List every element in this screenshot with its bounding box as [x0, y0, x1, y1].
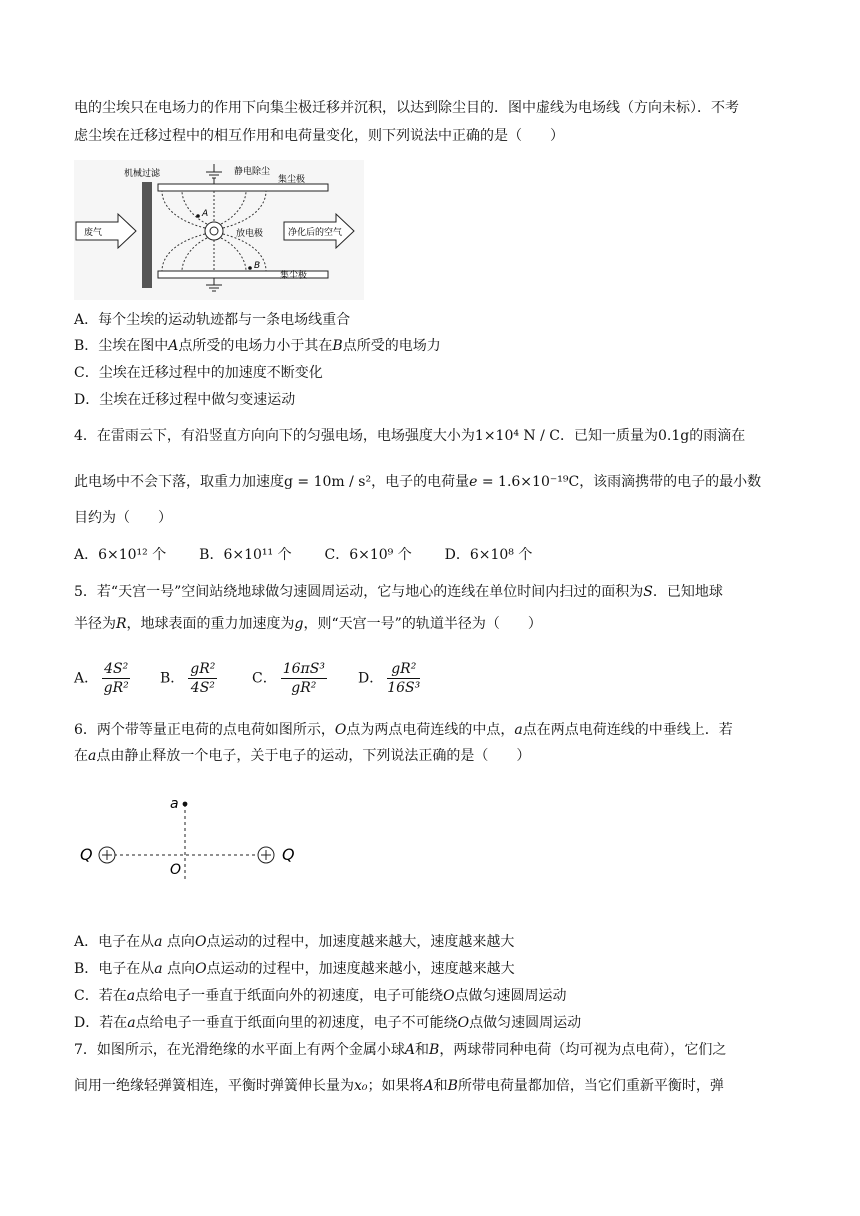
q6-a-t3: 点运动的过程中，加速度越来越大，速度越来越大	[206, 934, 515, 950]
q6-c-opt: O	[443, 988, 455, 1004]
q5-b-label: B．	[160, 670, 185, 687]
q4-option-c: C．6×10⁹ 个	[324, 547, 412, 563]
q6-b-t3: 点运动的过程中，加速度越来越小，速度越来越大	[206, 961, 515, 977]
point-a-label: A	[202, 209, 209, 219]
q6-b-t2: 点向	[162, 961, 196, 977]
electrostatic-label: 静电除尘	[234, 167, 271, 177]
q6-a-symbol: a	[514, 722, 523, 738]
q6-c-t3: 点做匀速圆周运动	[454, 988, 567, 1004]
q6-d-t2: 点给电子一垂直于纸面向里的初速度，电子不可能绕	[135, 1015, 458, 1031]
q5-l2-c: ，则“天宫一号”的轨道半径为（ ）	[303, 616, 542, 632]
q5-a-den: gR²	[103, 680, 129, 696]
q5-d-num: gR²	[387, 660, 420, 679]
q6-option-b	[74, 959, 515, 979]
q5-d-label: D．	[358, 670, 384, 687]
point-a-label: a	[170, 796, 179, 812]
mech-filter-label: 机械过滤	[124, 169, 161, 179]
q4-e-value: = 1.6×10⁻¹⁹C	[477, 474, 580, 490]
q4-e-symbol: e	[469, 474, 478, 490]
q6-b-opt: O	[195, 961, 207, 977]
q7-ball-a: A	[404, 1042, 416, 1058]
q6-b-t1: B．电子在从	[74, 961, 155, 977]
q6-d-t1: D．若在	[74, 1015, 128, 1031]
collector-bottom-label: 集尘极	[280, 271, 308, 281]
q6-a-t2: 点向	[162, 934, 195, 950]
q4-stem-line2	[74, 472, 761, 492]
point-a-dot	[183, 802, 188, 807]
q6-l2-b: 点由静止释放一个电子，关于电子的运动，下列说法正确的是（ ）	[96, 748, 531, 764]
q6-l1-c: 点在两点电荷连线的中垂线上．若	[522, 722, 733, 738]
q4-option-b: B．6×10¹¹ 个	[199, 547, 292, 563]
q3-option-c: C．尘埃在迁移过程中的加速度不断变化	[74, 365, 323, 381]
q7-l2-and: 和	[433, 1078, 448, 1094]
q5-l1-a: 5．若“天宫一号”空间站绕地球做匀速圆周运动，它与地心的连线在单位时间内扫过的面积为	[74, 584, 644, 600]
q6-d-apt: a	[127, 1015, 136, 1031]
q5-b-num: gR²	[190, 661, 216, 677]
q5-s-symbol: S	[643, 584, 653, 600]
q6-d-t3: 点做匀速圆周运动	[469, 1015, 582, 1031]
q7-l1-and: 和	[415, 1042, 430, 1058]
q5-c-num: 16πS³	[282, 661, 325, 677]
q6-l2-a: 在	[74, 748, 88, 764]
q4-options	[74, 545, 532, 565]
q6-o-symbol: O	[334, 722, 347, 738]
q4-stem-line1	[74, 426, 745, 446]
q6-d-opt: O	[457, 1015, 470, 1031]
q5-option-a	[74, 660, 134, 697]
q4-mass-value: 0.1g	[658, 428, 690, 444]
q3-b-point-b: B	[332, 338, 343, 354]
q6-l1-b: 点为两点电荷连线的中点，	[346, 722, 515, 738]
q6-a-t1: A．电子在从	[74, 934, 155, 950]
q4-g-value: g = 10m / s²	[284, 474, 372, 490]
q7-stem-line1	[74, 1040, 726, 1060]
q7-x0-symbol: x₀	[354, 1078, 368, 1094]
q5-a-num: 4S²	[104, 661, 129, 677]
point-o-label: O	[170, 862, 182, 878]
q6-stem-line2	[74, 746, 530, 766]
q7-stem-line2	[74, 1076, 724, 1096]
q4-l2-b: ，电子的电荷量	[371, 474, 470, 490]
q7-l2-ball-a: A	[423, 1078, 434, 1094]
q6-a-opt: O	[194, 934, 207, 950]
q5-option-b	[160, 660, 221, 697]
q5-c-label: C．	[252, 670, 277, 687]
q6-a-apt: a	[154, 934, 163, 950]
q6-option-a	[74, 932, 514, 952]
q4-l2-c: ，该雨滴携带的电子的最小数	[579, 474, 762, 490]
q5-c-den: gR²	[291, 680, 317, 696]
q5-l1-b: ．已知地球	[652, 584, 723, 600]
left-charge-q: Q	[80, 845, 93, 864]
q6-c-apt: a	[126, 988, 136, 1004]
collector-top-label: 集尘极	[278, 175, 306, 185]
precipitator-figure	[74, 160, 364, 300]
q3-option-a: A．每个尘埃的运动轨迹都与一条电场线重合	[74, 312, 351, 328]
q4-field-value: 1×10⁴ N / C	[474, 428, 560, 444]
point-b-dot	[248, 266, 252, 270]
q5-option-c	[252, 660, 331, 697]
q7-l2-b: ；如果将	[367, 1078, 424, 1094]
q6-l2-a-symbol: a	[88, 748, 97, 764]
q3-b-text3: 点所受的电场力	[342, 338, 441, 354]
point-b-label: B	[254, 261, 261, 271]
q3-stem-line2: 虑尘埃在迁移过程中的相互作用和电荷量变化，则下列说法中正确的是（ ）	[74, 128, 564, 144]
waste-gas-label: 废气	[84, 228, 103, 238]
q7-l2-c: 所带电荷量都加倍，当它们重新平衡时，弹	[457, 1078, 724, 1094]
q3-b-text1: B．尘埃在图中	[74, 338, 169, 354]
q3-stem-line1: 电的尘埃只在电场力的作用下向集尘极迁移并沉积，以达到除尘目的．图中虚线为电场线（方向未标）．不考	[74, 100, 739, 116]
q5-stem-line2	[74, 614, 542, 634]
q4-l1-b: ．已知一质量为	[560, 428, 658, 444]
q4-l1-c: 的雨滴在	[689, 428, 746, 444]
q6-c-t2: 点给电子一垂直于纸面向外的初速度，电子可能绕	[135, 988, 444, 1004]
q3-option-d: D．尘埃在迁移过程中做匀变速运动	[74, 392, 296, 408]
q5-g-symbol: g	[294, 616, 304, 632]
q4-stem-line3: 目约为（ ）	[74, 510, 172, 526]
mechanical-filter-bar	[142, 182, 152, 288]
q6-stem-line1	[74, 720, 733, 740]
q7-l1-a: 7．如图所示，在光滑绝缘的水平面上有两个金属小球	[74, 1042, 405, 1058]
q6-option-d	[74, 1013, 581, 1033]
top-collector-plate	[158, 184, 328, 191]
q6-b-apt: a	[154, 961, 163, 977]
q4-option-a: A．6×10¹² 个	[74, 547, 167, 563]
discharge-label: 放电极	[236, 229, 264, 239]
q6-option-c	[74, 986, 567, 1006]
right-charge-q: Q	[282, 845, 295, 864]
q6-c-t1: C．若在	[74, 988, 127, 1004]
q5-a-label: A．	[74, 670, 99, 687]
q4-option-d: D．6×10⁸ 个	[444, 547, 533, 563]
q7-l2-a: 间用一绝缘轻弹簧相连，平衡时弹簧伸长量为	[74, 1078, 354, 1094]
q4-l1-a: 4．在雷雨云下，有沿竖直方向向下的匀强电场，电场强度大小为	[74, 428, 475, 444]
q5-l2-a: 半径为	[74, 616, 116, 632]
q3-b-point-a: A	[168, 338, 179, 354]
two-charges-figure	[74, 790, 314, 890]
q7-ball-b: B	[429, 1042, 440, 1058]
q5-r-symbol: R	[116, 616, 127, 632]
clean-air-label: 净化后的空气	[288, 228, 343, 238]
point-a-dot	[196, 214, 200, 218]
q3-option-b	[74, 336, 441, 356]
q3-b-text2: 点所受的电场力小于其在	[178, 338, 333, 354]
q5-l2-b: ，地球表面的重力加速度为	[126, 616, 295, 632]
q6-l1-a: 6．两个带等量正电荷的点电荷如图所示，	[74, 722, 335, 738]
q5-b-den: 4S²	[190, 680, 215, 696]
q7-l2-ball-b: B	[447, 1078, 458, 1094]
q4-l2-a: 此电场中不会下落，取重力加速度	[74, 474, 284, 490]
q5-option-d	[358, 660, 424, 697]
q7-l1-b: ，两球带同种电荷（均可视为点电荷），它们之	[439, 1042, 727, 1058]
q5-stem-line1	[74, 582, 723, 602]
q5-d-den: 16S³	[387, 680, 421, 696]
